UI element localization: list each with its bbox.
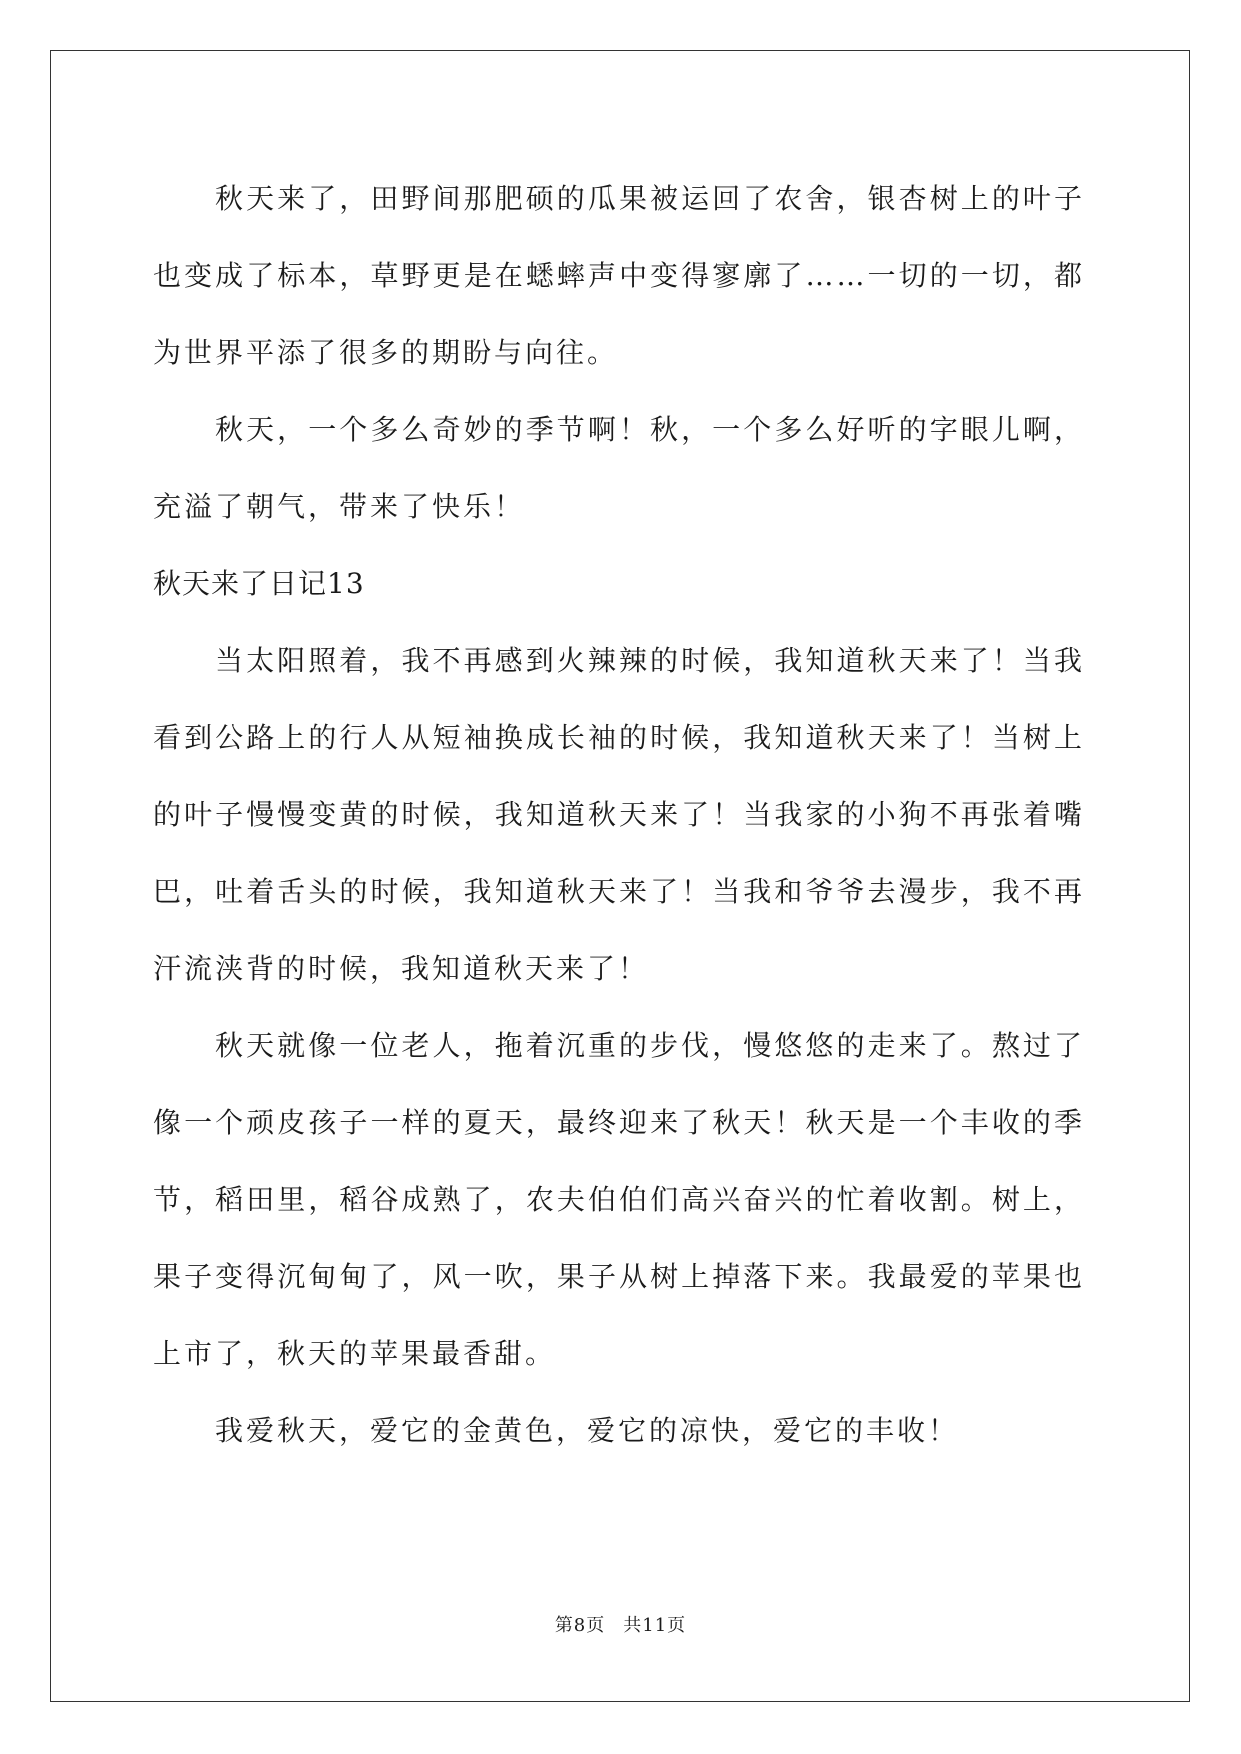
paragraph-5: 我爱秋天，爱它的金黄色，爱它的凉快，爱它的丰收！: [215, 1414, 960, 1447]
paragraph-4: 秋天就像一位老人，拖着沉重的步伐，慢悠悠的走来了。熬过了像一个顽皮孩子一样的夏天，最终迎来了秋天！秋天是一个丰收的季节，稻田里，稻谷成熟了，农夫伯伯们高兴奋兴的忙着收割。树上，果子变得沉甸甸了，风一吹，果子从树上掉落下来。我最爱的苹果也上市了，秋天的苹果最香甜。: [153, 1029, 1085, 1370]
paragraph-3: 当太阳照着，我不再感到火辣辣的时候，我知道秋天来了！当我看到公路上的行人从短袖换成长袖的时候，我知道秋天来了！当树上的叶子慢慢变黄的时候，我知道秋天来了！当我家的小狗不再张着嘴巴，吐着舌头的时候，我知道秋天来了！当我和爷爷去漫步，我不再汗流浃背的时候，我知道秋天来了！: [153, 644, 1085, 985]
page-total: 共11页: [623, 1615, 687, 1636]
page-number: 第8页: [554, 1615, 606, 1636]
paragraph-2: 秋天，一个多么奇妙的季节啊！秋，一个多么好听的字眼儿啊，充溢了朝气，带来了快乐！: [153, 413, 1085, 523]
page-footer: [0, 1611, 1241, 1637]
paragraph-1: 秋天来了，田野间那肥硕的瓜果被运回了农舍，银杏树上的叶子也变成了标本，草野更是在蟋蟀声中变得寥廓了……一切的一切，都为世界平添了很多的期盼与向往。: [153, 182, 1085, 369]
document-body: [153, 160, 1085, 1469]
section-heading: 秋天来了日记13: [153, 567, 365, 600]
